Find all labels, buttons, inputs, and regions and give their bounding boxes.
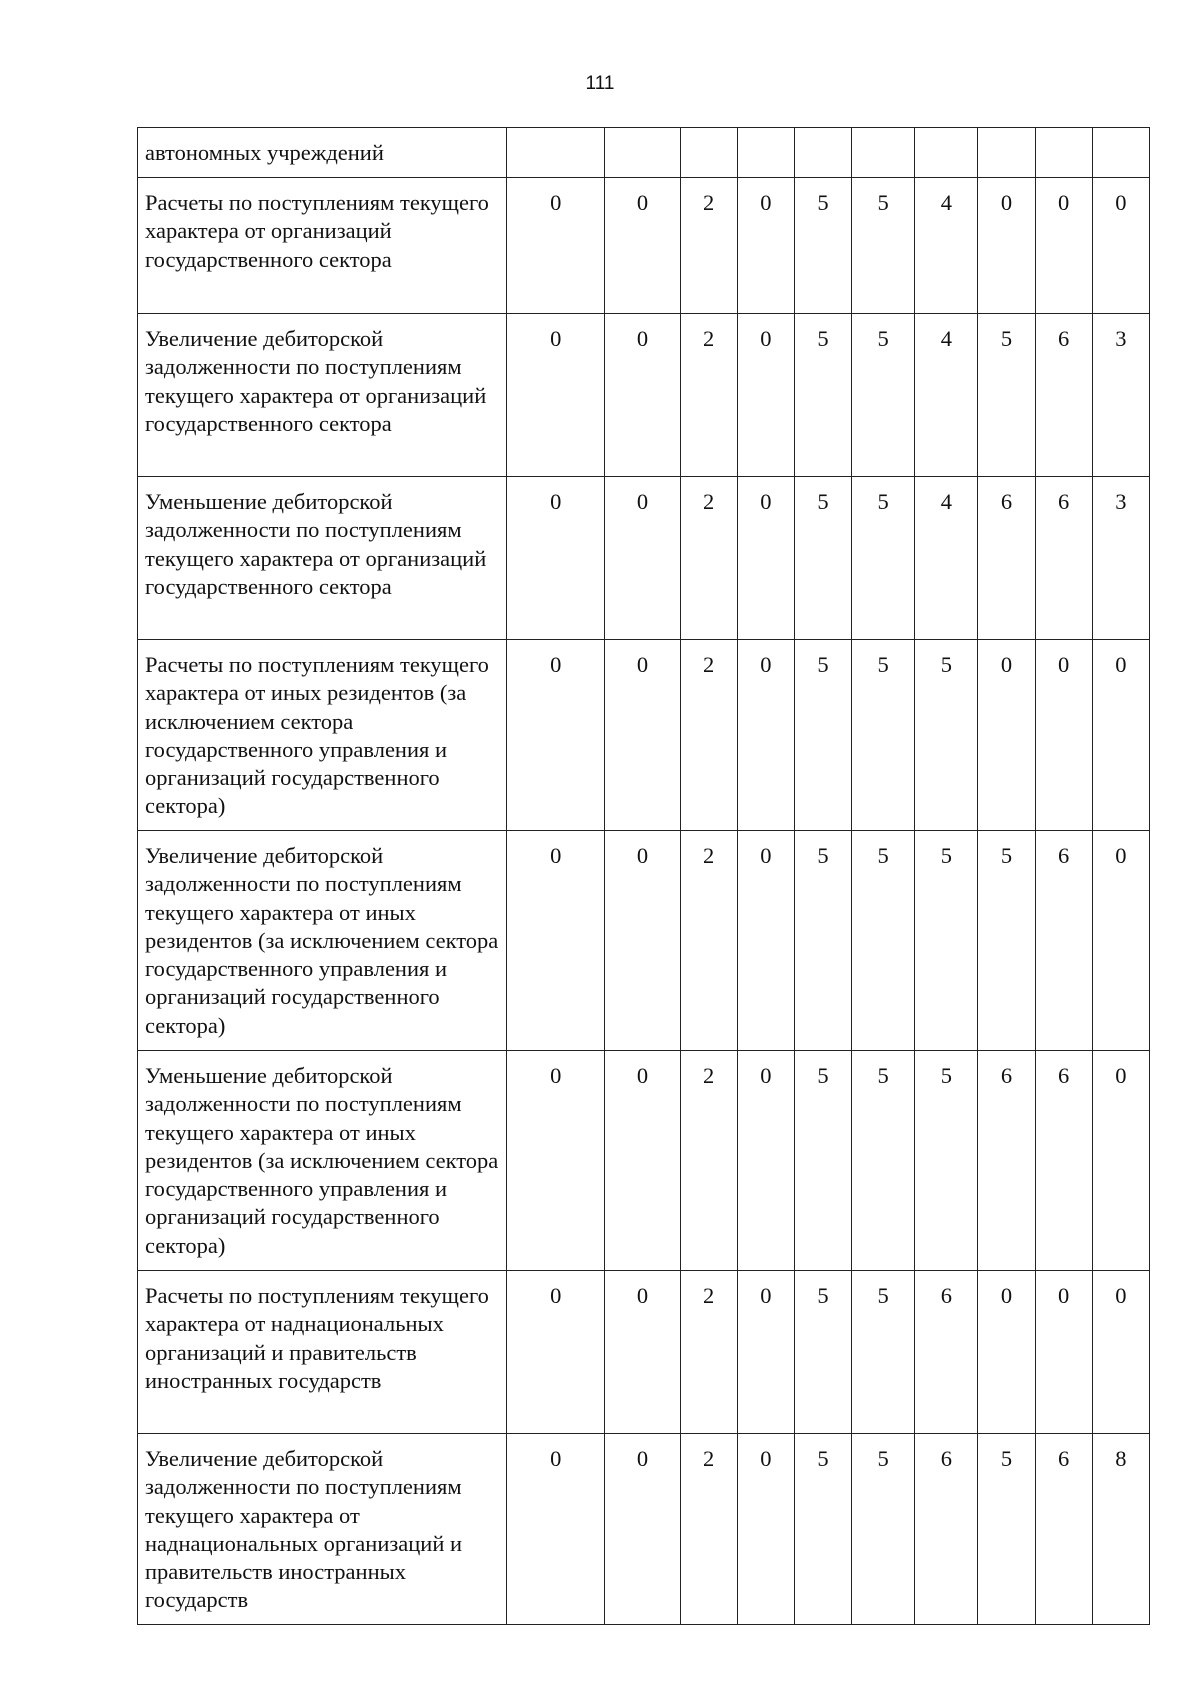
page-number: 111 [585, 73, 615, 94]
code-digit-cell: 0 [1035, 1271, 1092, 1434]
code-digit-cell: 6 [1035, 1051, 1092, 1271]
code-digit-cell: 5 [852, 831, 915, 1051]
account-name-cell: Расчеты по поступлениям текущего характера от иных резидентов (за исключением сектора государственного управления и организаций государственного сектора) [138, 640, 507, 831]
code-digit-cell: 5 [794, 1051, 851, 1271]
code-digit-cell: 4 [915, 477, 978, 640]
account-name-cell: Увеличение дебиторской задолженности по поступлениям текущего характера от организаций государственного сектора [138, 314, 507, 477]
account-name-cell: Расчеты по поступлениям текущего характера от организаций государственного сектора [138, 178, 507, 314]
code-digit-cell: 5 [794, 640, 851, 831]
table-row [138, 128, 1150, 178]
table-body [138, 128, 1150, 1625]
code-digit-cell: 0 [1035, 178, 1092, 314]
code-digit-cell [852, 128, 915, 178]
code-digit-cell: 2 [680, 1051, 737, 1271]
code-digit-cell: 6 [1035, 831, 1092, 1051]
code-digit-cell: 0 [605, 178, 680, 314]
code-digit-cell: 5 [978, 1434, 1035, 1625]
code-digit-cell: 8 [1092, 1434, 1149, 1625]
code-digit-cell [737, 128, 794, 178]
table-row [138, 314, 1150, 477]
code-digit-cell: 6 [978, 1051, 1035, 1271]
code-digit-cell: 2 [680, 831, 737, 1051]
code-digit-cell [680, 128, 737, 178]
code-digit-cell: 0 [978, 640, 1035, 831]
code-digit-cell [915, 128, 978, 178]
code-digit-cell: 3 [1092, 477, 1149, 640]
code-digit-cell: 5 [852, 1051, 915, 1271]
code-digit-cell: 6 [1035, 1434, 1092, 1625]
code-digit-cell: 0 [737, 831, 794, 1051]
code-digit-cell: 0 [737, 477, 794, 640]
code-digit-cell: 6 [915, 1434, 978, 1625]
table-row [138, 831, 1150, 1051]
code-digit-cell: 5 [794, 831, 851, 1051]
code-digit-cell: 3 [1092, 314, 1149, 477]
table-row [138, 640, 1150, 831]
code-digit-cell: 0 [1092, 1271, 1149, 1434]
code-digit-cell: 5 [915, 1051, 978, 1271]
table-row [138, 1271, 1150, 1434]
code-digit-cell: 0 [605, 640, 680, 831]
code-digit-cell: 6 [1035, 477, 1092, 640]
code-digit-cell: 2 [680, 1271, 737, 1434]
code-digit-cell: 5 [978, 831, 1035, 1051]
code-digit-cell: 6 [915, 1271, 978, 1434]
account-name-cell: автономных учреждений [138, 128, 507, 178]
code-digit-cell: 5 [852, 1271, 915, 1434]
code-digit-cell: 0 [978, 178, 1035, 314]
code-digit-cell: 5 [852, 640, 915, 831]
code-digit-cell: 0 [737, 1271, 794, 1434]
code-digit-cell: 5 [794, 1434, 851, 1625]
code-digit-cell: 5 [978, 314, 1035, 477]
code-digit-cell: 5 [794, 178, 851, 314]
code-digit-cell: 0 [605, 477, 680, 640]
code-digit-cell: 0 [507, 1271, 605, 1434]
code-digit-cell: 0 [737, 640, 794, 831]
code-digit-cell: 2 [680, 640, 737, 831]
account-name-cell: Увеличение дебиторской задолженности по поступлениям текущего характера от иных резидентов (за исключением сектора государственного управления и организаций государственного сектора) [138, 831, 507, 1051]
code-digit-cell: 5 [794, 314, 851, 477]
code-digit-cell: 2 [680, 314, 737, 477]
code-digit-cell: 0 [507, 831, 605, 1051]
code-digit-cell: 5 [794, 1271, 851, 1434]
code-digit-cell: 5 [852, 178, 915, 314]
code-digit-cell [1092, 128, 1149, 178]
account-name-cell: Увеличение дебиторской задолженности по поступлениям текущего характера от наднациональных организаций и правительств иностранных государств [138, 1434, 507, 1625]
code-digit-cell: 0 [605, 314, 680, 477]
code-digit-cell: 0 [605, 1271, 680, 1434]
code-digit-cell: 5 [794, 477, 851, 640]
code-digit-cell: 0 [507, 1434, 605, 1625]
code-digit-cell: 0 [1092, 178, 1149, 314]
code-digit-cell: 0 [1092, 640, 1149, 831]
account-name-cell: Уменьшение дебиторской задолженности по поступлениям текущего характера от организаций государственного сектора [138, 477, 507, 640]
code-digit-cell: 0 [1092, 831, 1149, 1051]
code-digit-cell [605, 128, 680, 178]
code-digit-cell: 5 [852, 477, 915, 640]
table-row [138, 1051, 1150, 1271]
code-digit-cell: 5 [852, 1434, 915, 1625]
code-digit-cell: 0 [605, 831, 680, 1051]
code-digit-cell: 5 [915, 640, 978, 831]
table-row [138, 477, 1150, 640]
table-row [138, 178, 1150, 314]
account-name-cell: Уменьшение дебиторской задолженности по поступлениям текущего характера от иных резидентов (за исключением сектора государственного управления и организаций государственного сектора) [138, 1051, 507, 1271]
code-digit-cell: 0 [507, 178, 605, 314]
code-digit-cell: 5 [852, 314, 915, 477]
code-digit-cell: 0 [737, 178, 794, 314]
code-digit-cell: 2 [680, 1434, 737, 1625]
code-digit-cell: 0 [507, 314, 605, 477]
code-digit-cell: 0 [737, 1051, 794, 1271]
code-digit-cell: 0 [605, 1434, 680, 1625]
code-digit-cell: 0 [737, 314, 794, 477]
code-digit-cell [1035, 128, 1092, 178]
code-digit-cell: 0 [507, 1051, 605, 1271]
code-digit-cell: 4 [915, 178, 978, 314]
code-digit-cell: 5 [915, 831, 978, 1051]
code-digit-cell: 0 [507, 640, 605, 831]
table-row [138, 1434, 1150, 1625]
code-digit-cell [507, 128, 605, 178]
code-digit-cell: 0 [1035, 640, 1092, 831]
code-digit-cell [978, 128, 1035, 178]
account-name-cell: Расчеты по поступлениям текущего характера от наднациональных организаций и правительств иностранных государств [138, 1271, 507, 1434]
code-digit-cell: 0 [507, 477, 605, 640]
code-digit-cell: 2 [680, 178, 737, 314]
code-digit-cell: 4 [915, 314, 978, 477]
code-digit-cell: 6 [1035, 314, 1092, 477]
code-digit-cell: 0 [978, 1271, 1035, 1434]
code-digit-cell: 6 [978, 477, 1035, 640]
code-digit-cell [794, 128, 851, 178]
code-digit-cell: 0 [1092, 1051, 1149, 1271]
code-digit-cell: 0 [605, 1051, 680, 1271]
code-digit-cell: 2 [680, 477, 737, 640]
account-codes-table [137, 127, 1150, 1625]
code-digit-cell: 0 [737, 1434, 794, 1625]
